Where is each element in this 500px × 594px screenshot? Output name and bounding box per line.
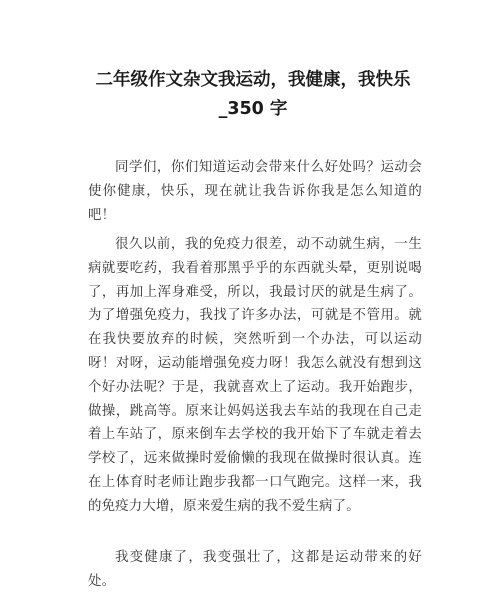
article-title: 二年级作文杂文我运动，我健康，我快乐_350 字 [95,70,411,119]
article-paragraph-intro: 同学们，你们知道运动会带来什么好处吗？运动会使你健康，快乐，现在就让我告诉你我是怎么知道的吧！ [88,160,422,223]
article-paragraph-body: 很久以前，我的免疫力很差，动不动就生病，一生病就要吃药，我看着那黑乎乎的东西就头晕，更别说喝了，再加上浑身难受，所以，我最讨厌的就是生病了。为了增强免疫力，我找了许多办法，可就是不管用。就在我快要放弃的时候，突然听到一个办法，可以运动呀！对呀，运动能增强免疫力呀！我怎么就没有想到这个好办法呢？于是，我就喜欢上了运动。我开始跑步，做操，跳高等。原来让妈妈送我去车站的我现在自己走着上车站了，原来倒车去学校的我开始下了车就走着去学校了，远来做操时爱偷懒的我现在做操时很认真。连在上体育时老师让跑步我都一口气跑完。这样一来，我的免疫力大增，原来爱生病的我不爱生病了。 [88,237,422,514]
article-paragraph-conclusion: 我变健康了，我变强壮了，这都是运动带来的好处。 [88,550,422,589]
